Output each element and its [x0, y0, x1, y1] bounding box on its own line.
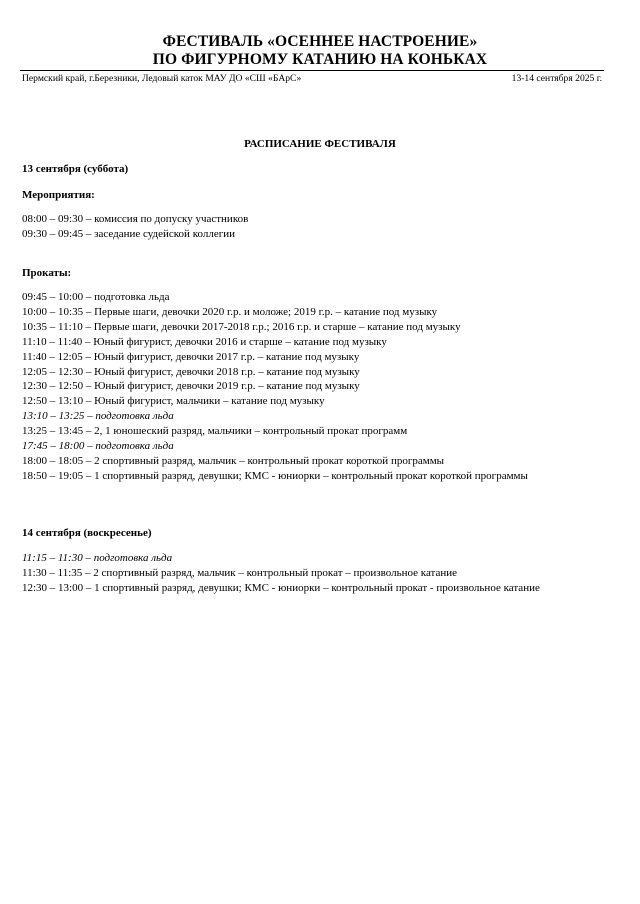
- schedule-item: 11:40 – 12:05 – Юный фигурист, девочки 2017 г.р. – катание под музыку: [22, 350, 360, 363]
- event-item: 09:30 – 09:45 – заседание судейской коллегии: [22, 228, 235, 240]
- schedule-item: 09:45 – 10:00 – подготовка льда: [22, 291, 170, 303]
- schedule-item: 11:15 – 11:30 – подготовка льда: [22, 552, 173, 564]
- day2-heading: 14 сентября (воскресенье): [22, 527, 152, 539]
- schedule-item: 12:05 – 12:30 – Юный фигурист, девочки 2018 г.р. – катание под музыку: [22, 365, 360, 378]
- schedule-item: 11:30 – 11:35 – 2 спортивный разряд, мальчик – контрольный прокат – произвольное катание: [22, 567, 458, 579]
- schedule-item: 18:00 – 18:05 – 2 спортивный разряд, мальчик – контрольный прокат короткой программы: [22, 454, 445, 467]
- schedule-item: 13:25 – 13:45 – 2, 1 юношеский разряд, мальчики – контрольный прокат программ: [22, 425, 408, 438]
- schedule-item: 13:10 – 13:25 – подготовка льда: [22, 410, 174, 423]
- schedule-item: 12:30 – 13:00 – 1 спортивный разряд, девушки; КМС - юниорки – контрольный прокат - произвольное катание: [22, 582, 540, 594]
- schedule-item: 17:45 – 18:00 – подготовка льда: [22, 440, 174, 452]
- schedule-item: 11:10 – 11:40 – Юный фигурист, девочки 2016 и старше – катание под музыку: [22, 335, 387, 348]
- day1-skates-heading: Прокаты:: [22, 267, 72, 279]
- schedule-item: 10:00 – 10:35 – Первые шаги, девочки 2020 г.р. и моложе; 2019 г.р. – катание под музыку: [22, 305, 438, 318]
- document-title-line-1: ФЕСТИВАЛЬ «ОСЕННЕЕ НАСТРОЕНИЕ»: [162, 33, 478, 50]
- header-divider: [20, 70, 604, 71]
- schedule-title: РАСПИСАНИЕ ФЕСТИВАЛЯ: [244, 138, 396, 150]
- header-info-row: [22, 73, 602, 84]
- schedule-item: 10:35 – 11:10 – Первые шаги, девочки 2017-2018 г.р.; 2016 г.р. и старше – катание под музыку: [22, 320, 461, 333]
- schedule-item: 12:30 – 12:50 – Юный фигурист, девочки 2019 г.р. – катание под музыку: [22, 380, 360, 393]
- festival-dates: 13-14 сентября 2025 г.: [511, 73, 602, 84]
- schedule-item: 12:50 – 13:10 – Юный фигурист, мальчики – катание под музыку: [22, 395, 325, 408]
- day1-events-heading: Мероприятия:: [22, 189, 95, 201]
- venue-location: Пермский край, г.Березники, Ледовый каток МАУ ДО «СШ «БАрС»: [22, 73, 302, 84]
- event-item: 08:00 – 09:30 – комиссия по допуску участников: [22, 213, 249, 225]
- day1-heading: 13 сентября (суббота): [22, 163, 129, 175]
- schedule-item: 18:50 – 19:05 – 1 спортивный разряд, девушки; КМС - юниорки – контрольный прокат короткой программы: [22, 469, 528, 482]
- document-title-line-2: ПО ФИГУРНОМУ КАТАНИЮ НА КОНЬКАХ: [152, 51, 488, 68]
